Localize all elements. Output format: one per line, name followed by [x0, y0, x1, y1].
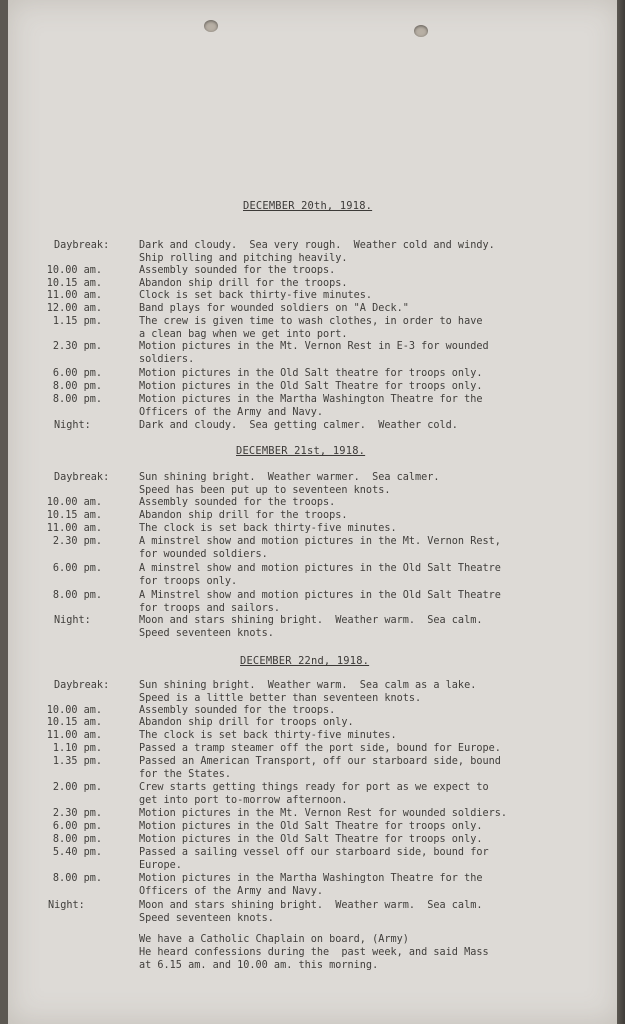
entry-time: 2.30 pm.	[52, 536, 102, 547]
entry-time: 10.00 am.	[46, 705, 102, 716]
entry-description-line: for wounded soldiers.	[139, 548, 268, 560]
entry-time: Daybreak:	[54, 472, 110, 483]
section-date-heading: DECEMBER 22nd, 1918.	[240, 655, 370, 667]
entry-description-line: Sun shining bright. Weather warmer. Sea calmer.	[139, 472, 440, 483]
entry-time: 10.15 am.	[46, 278, 102, 289]
entry-description-line: Speed has been put up to seventeen knots.	[139, 484, 391, 496]
entry-time: 2.30 pm.	[52, 341, 102, 352]
entry-description	[139, 368, 609, 381]
entry-description-line: A minstrel show and motion pictures in the Mt. Vernon Rest,	[139, 536, 501, 547]
entry-time: Night:	[48, 900, 85, 911]
entry-time: 12.00 am.	[46, 303, 102, 314]
entry-time: 8.00 pm.	[52, 873, 102, 884]
entry-description-line: Assembly sounded for the troops.	[139, 265, 336, 276]
entry-time: 2.30 pm.	[52, 808, 102, 819]
entry-description-line: Motion pictures in the Old Salt theatre for troops only.	[139, 368, 483, 379]
entry-time: 10.00 am.	[46, 497, 102, 508]
entry-description-line: The clock is set back thirty-five minutes.	[139, 523, 397, 534]
entry-description-line: Assembly sounded for the troops.	[139, 497, 336, 508]
entry-description-line: for the States.	[139, 768, 232, 780]
entry-description-line: Assembly sounded for the troops.	[139, 705, 336, 716]
section-date-heading: DECEMBER 20th, 1918.	[243, 200, 373, 212]
entry-description	[139, 420, 609, 433]
entry-time: 1.35 pm.	[52, 756, 102, 767]
entry-time: 6.00 pm.	[52, 821, 102, 832]
entry-description	[139, 590, 609, 615]
entry-description-line: A Minstrel show and motion pictures in the Old Salt Theatre	[139, 590, 501, 601]
entry-description	[139, 743, 609, 756]
entry-description-line: Dark and cloudy. Sea getting calmer. Weather cold.	[139, 420, 458, 431]
page-edge-shadow	[617, 0, 625, 1024]
entry-time: 11.00 am.	[46, 523, 102, 534]
entry-description-line: Moon and stars shining bright. Weather warm. Sea calm.	[139, 900, 483, 911]
entry-description-line: Moon and stars shining bright. Weather warm. Sea calm.	[139, 615, 483, 626]
entry-time: 8.00 pm.	[52, 590, 102, 601]
entry-description-line: Motion pictures in the Martha Washington Theatre for the	[139, 394, 483, 405]
entry-time: Night:	[54, 615, 91, 626]
entry-time: 5.40 pm.	[52, 847, 102, 858]
entry-time: 8.00 pm.	[52, 834, 102, 845]
entry-time: 11.00 am.	[46, 730, 102, 741]
closing-note-line: He heard confessions during the past week, and said Mass	[139, 947, 489, 958]
entry-description-line: for troops only.	[139, 575, 238, 587]
entry-time: 6.00 pm.	[52, 368, 102, 379]
entry-time: 6.00 pm.	[52, 563, 102, 574]
section-date-heading: DECEMBER 21st, 1918.	[236, 445, 366, 457]
entry-description-line: Passed a sailing vessel off our starboard side, bound for	[139, 847, 489, 858]
binder-hole	[414, 25, 428, 37]
entry-time: 1.10 pm.	[52, 743, 102, 754]
entry-description	[139, 782, 609, 807]
entry-description-line: Motion pictures in the Old Salt Theatre for troops only.	[139, 381, 483, 392]
binder-hole	[204, 20, 218, 32]
typed-page	[8, 0, 620, 1024]
entry-description	[139, 756, 609, 781]
entry-description-line: Motion pictures in the Mt. Vernon Rest for wounded soldiers.	[139, 808, 508, 819]
entry-description-line: Motion pictures in the Martha Washington Theatre for the	[139, 873, 483, 884]
entry-time: 11.00 am.	[46, 290, 102, 301]
entry-description	[139, 523, 609, 536]
entry-description-line: Ship rolling and pitching heavily.	[139, 252, 348, 264]
entry-description-line: Sun shining bright. Weather warm. Sea calm as a lake.	[139, 680, 477, 691]
entry-description	[139, 730, 609, 743]
entry-time: Daybreak:	[54, 680, 110, 691]
entry-description	[139, 278, 609, 291]
entry-time: 1.15 pm.	[52, 316, 102, 327]
entry-description-line: Abandon ship drill for troops only.	[139, 717, 354, 728]
entry-description	[139, 510, 609, 523]
entry-description-line: Speed seventeen knots.	[139, 912, 274, 924]
entry-time: 10.15 am.	[46, 510, 102, 521]
entry-time: 8.00 pm.	[52, 381, 102, 392]
entry-description	[139, 680, 609, 705]
entry-description	[139, 615, 609, 640]
entry-description-line: The crew is given time to wash clothes, in order to have	[139, 316, 483, 327]
entry-description	[139, 240, 609, 265]
entry-description-line: Band plays for wounded soldiers on "A Deck."	[139, 303, 409, 314]
entry-description	[139, 808, 609, 821]
entry-description	[139, 316, 609, 341]
entry-description	[139, 381, 609, 394]
entry-description	[139, 900, 609, 925]
entry-time: 2.00 pm.	[52, 782, 102, 793]
entry-description	[139, 536, 609, 561]
entry-description	[139, 821, 609, 834]
entry-description	[139, 873, 609, 898]
entry-time: 10.15 am.	[46, 717, 102, 728]
entry-description	[139, 290, 609, 303]
entry-description-line: Motion pictures in the Mt. Vernon Rest in E-3 for wounded	[139, 341, 489, 352]
entry-description-line: Speed is a little better than seventeen knots.	[139, 692, 422, 704]
entry-time: Night:	[54, 420, 91, 431]
entry-description-line: A minstrel show and motion pictures in the Old Salt Theatre	[139, 563, 501, 574]
entry-time: 10.00 am.	[46, 265, 102, 276]
entry-description	[139, 717, 609, 730]
entry-description	[139, 705, 609, 718]
entry-description-line: Officers of the Army and Navy.	[139, 406, 324, 418]
entry-description	[139, 265, 609, 278]
closing-note-line: at 6.15 am. and 10.00 am. this morning.	[139, 960, 379, 971]
entry-description-line: Passed an American Transport, off our starboard side, bound	[139, 756, 501, 767]
entry-description-line: The clock is set back thirty-five minutes.	[139, 730, 397, 741]
entry-description-line: Abandon ship drill for the troops.	[139, 278, 348, 289]
entry-description	[139, 394, 609, 419]
entry-description-line: Passed a tramp steamer off the port side, bound for Europe.	[139, 743, 501, 754]
entry-description-line: for troops and sailors.	[139, 602, 281, 614]
closing-note-line: We have a Catholic Chaplain on board, (Army)	[139, 934, 409, 945]
entry-description	[139, 834, 609, 847]
entry-description-line: Motion pictures in the Old Salt Theatre for troops only.	[139, 834, 483, 845]
entry-description-line: Motion pictures in the Old Salt Theatre for troops only.	[139, 821, 483, 832]
entry-description-line: Crew starts getting things ready for port as we expect to	[139, 782, 489, 793]
entry-time: Daybreak:	[54, 240, 110, 251]
entry-description	[139, 497, 609, 510]
entry-description-line: soldiers.	[139, 353, 195, 365]
entry-description-line: Speed seventeen knots.	[139, 627, 274, 639]
entry-description	[139, 472, 609, 497]
entry-description-line: get into port to-morrow afternoon.	[139, 794, 348, 806]
entry-description-line: Europe.	[139, 859, 182, 871]
entry-description	[139, 847, 609, 872]
entry-description-line: Clock is set back thirty-five minutes.	[139, 290, 373, 301]
entry-description	[139, 563, 609, 588]
entry-time: 8.00 pm.	[52, 394, 102, 405]
entry-description	[139, 341, 609, 366]
entry-description-line: a clean bag when we get into port.	[139, 328, 348, 340]
entry-description	[139, 303, 609, 316]
entry-description-line: Dark and cloudy. Sea very rough. Weather cold and windy.	[139, 240, 495, 251]
entry-description-line: Abandon ship drill for the troops.	[139, 510, 348, 521]
entry-description-line: Officers of the Army and Navy.	[139, 885, 324, 897]
